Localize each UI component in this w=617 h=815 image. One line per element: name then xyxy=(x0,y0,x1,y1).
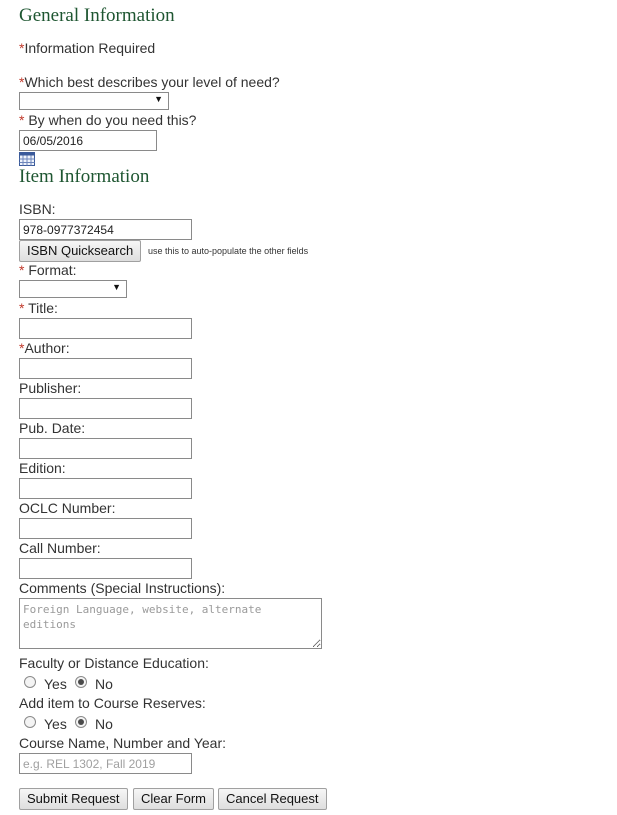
date-label-text: By when do you need this? xyxy=(24,112,197,128)
course-reserves-label: Add item to Course Reserves: xyxy=(19,695,206,711)
need-level-select[interactable] xyxy=(19,92,169,110)
call-number-input[interactable] xyxy=(19,558,192,579)
required-note-text: Information Required xyxy=(24,40,156,56)
author-label xyxy=(19,340,70,356)
required-asterisk: * xyxy=(19,340,25,356)
faculty-yes-label[interactable]: Yes xyxy=(44,676,67,692)
author-label-text: Author: xyxy=(24,340,70,356)
call-number-label: Call Number: xyxy=(19,540,101,556)
reserves-no-label[interactable]: No xyxy=(95,716,113,732)
faculty-no-label[interactable]: No xyxy=(95,676,113,692)
format-label xyxy=(19,262,77,278)
item-information-heading: Item Information xyxy=(19,166,150,187)
comments-textarea[interactable] xyxy=(19,598,322,649)
course-name-label: Course Name, Number and Year: xyxy=(19,735,226,751)
need-label xyxy=(19,74,280,90)
title-input[interactable] xyxy=(19,318,192,339)
faculty-no-radio[interactable] xyxy=(75,676,87,688)
faculty-yes-radio[interactable] xyxy=(24,676,36,688)
isbn-quicksearch-button[interactable]: ISBN Quicksearch xyxy=(19,240,141,262)
edition-input[interactable] xyxy=(19,478,192,499)
isbn-label: ISBN: xyxy=(19,201,56,217)
required-asterisk: * xyxy=(19,112,25,128)
pub-date-input[interactable] xyxy=(19,438,192,459)
date-label xyxy=(19,112,196,128)
isbn-input[interactable] xyxy=(19,219,192,240)
pub-date-label: Pub. Date: xyxy=(19,420,86,436)
clear-form-button[interactable]: Clear Form xyxy=(133,788,214,810)
format-select[interactable] xyxy=(19,280,127,298)
oclc-number-label: OCLC Number: xyxy=(19,500,116,516)
oclc-number-input[interactable] xyxy=(19,518,192,539)
chevron-down-icon: ▼ xyxy=(112,282,121,292)
faculty-distance-label: Faculty or Distance Education: xyxy=(19,655,209,671)
chevron-down-icon: ▼ xyxy=(154,94,163,104)
format-label-text: Format: xyxy=(24,262,77,278)
submit-request-button[interactable]: Submit Request xyxy=(19,788,128,810)
title-label-text: Title: xyxy=(24,300,58,316)
required-asterisk: * xyxy=(19,300,25,316)
reserves-yes-radio[interactable] xyxy=(24,716,36,728)
required-asterisk: * xyxy=(19,74,25,90)
course-name-input[interactable] xyxy=(19,753,192,774)
need-by-date-input[interactable] xyxy=(19,130,157,151)
author-input[interactable] xyxy=(19,358,192,379)
edition-label: Edition: xyxy=(19,460,66,476)
required-asterisk: * xyxy=(19,40,25,56)
required-note xyxy=(19,40,155,56)
reserves-yes-label[interactable]: Yes xyxy=(44,716,67,732)
need-label-text: Which best describes your level of need? xyxy=(24,74,280,90)
reserves-no-radio[interactable] xyxy=(75,716,87,728)
publisher-label: Publisher: xyxy=(19,380,82,396)
comments-label: Comments (Special Instructions): xyxy=(19,580,226,596)
required-asterisk: * xyxy=(19,262,25,278)
title-label xyxy=(19,300,58,316)
general-information-heading: General Information xyxy=(19,5,175,26)
publisher-input[interactable] xyxy=(19,398,192,419)
cancel-request-button[interactable]: Cancel Request xyxy=(218,788,327,810)
quicksearch-hint: use this to auto-populate the other fields xyxy=(148,246,309,256)
calendar-icon[interactable] xyxy=(19,152,35,166)
